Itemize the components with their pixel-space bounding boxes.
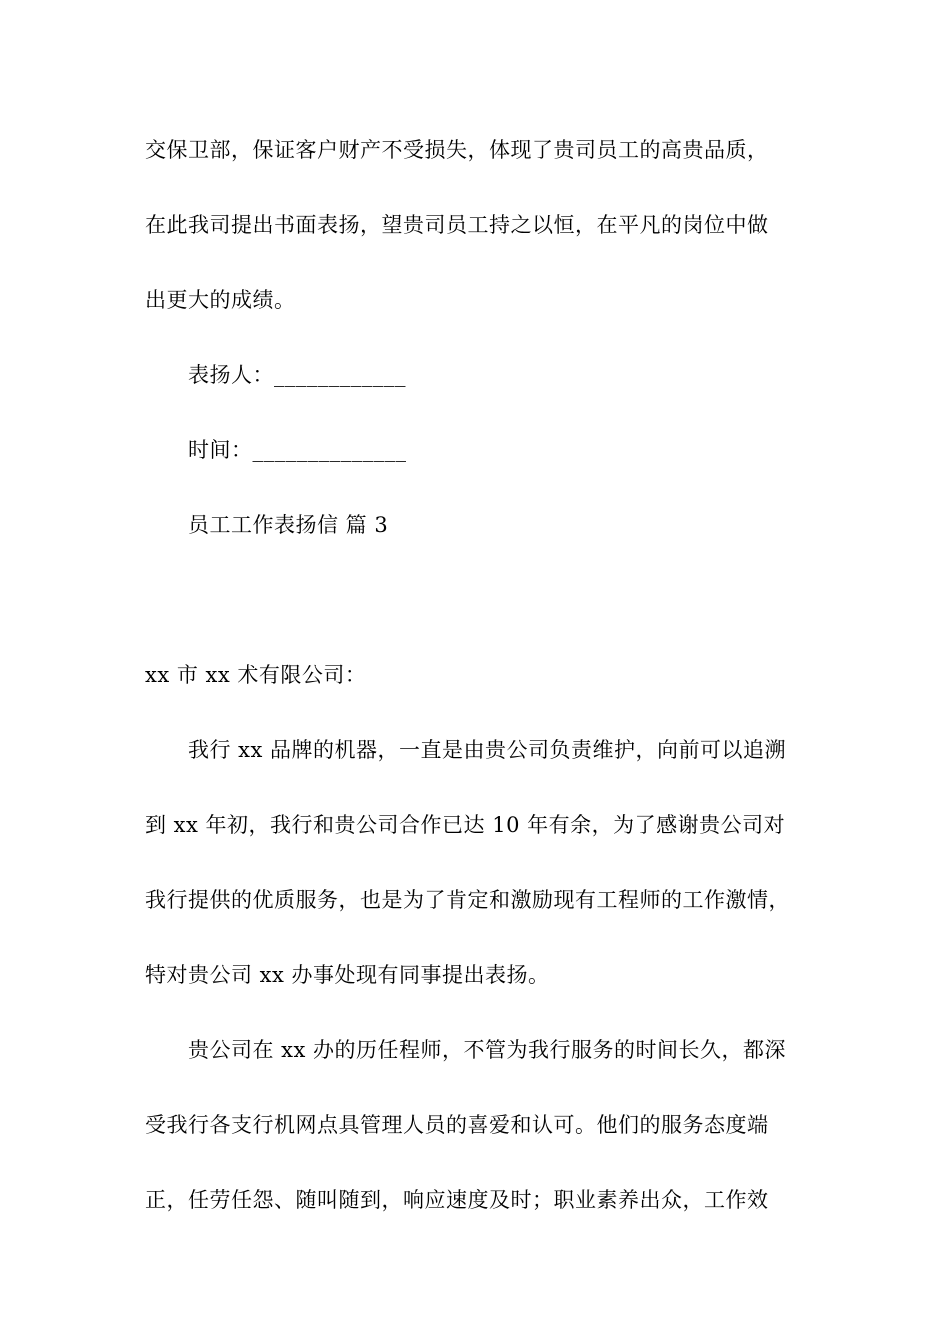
salutation: xx 市 xx 术有限公司： bbox=[145, 663, 367, 687]
date-line: 时间：______________ bbox=[188, 438, 407, 462]
paragraph-line: 我行 xx 品牌的机器，一直是由贵公司负责维护，向前可以追溯 bbox=[188, 738, 787, 762]
paragraph-line: 到 xx 年初，我行和贵公司合作已达 10 年有余，为了感谢贵公司对 bbox=[145, 813, 786, 837]
paragraph-line: 贵公司在 xx 办的历任程师，不管为我行服务的时间长久，都深 bbox=[188, 1038, 787, 1062]
paragraph-line: 正，任劳任怨、随叫随到，响应速度及时；职业素养出众，工作效 bbox=[145, 1188, 769, 1212]
paragraph-line: 特对贵公司 xx 办事处现有同事提出表扬。 bbox=[145, 963, 550, 987]
paragraph-line: 我行提供的优质服务，也是为了肯定和激励现有工程师的工作激情， bbox=[145, 888, 790, 912]
paragraph-line: 出更大的成绩。 bbox=[145, 288, 296, 312]
section-heading: 员工工作表扬信 篇 3 bbox=[188, 513, 389, 537]
paragraph-line: 在此我司提出书面表扬，望贵司员工持之以恒，在平凡的岗位中做 bbox=[145, 213, 769, 237]
paragraph-line: 交保卫部，保证客户财产不受损失，体现了贵司员工的高贵品质， bbox=[145, 138, 769, 162]
signer-line: 表扬人：____________ bbox=[188, 363, 406, 387]
paragraph-line: 受我行各支行机网点具管理人员的喜爱和认可。他们的服务态度端 bbox=[145, 1113, 769, 1137]
